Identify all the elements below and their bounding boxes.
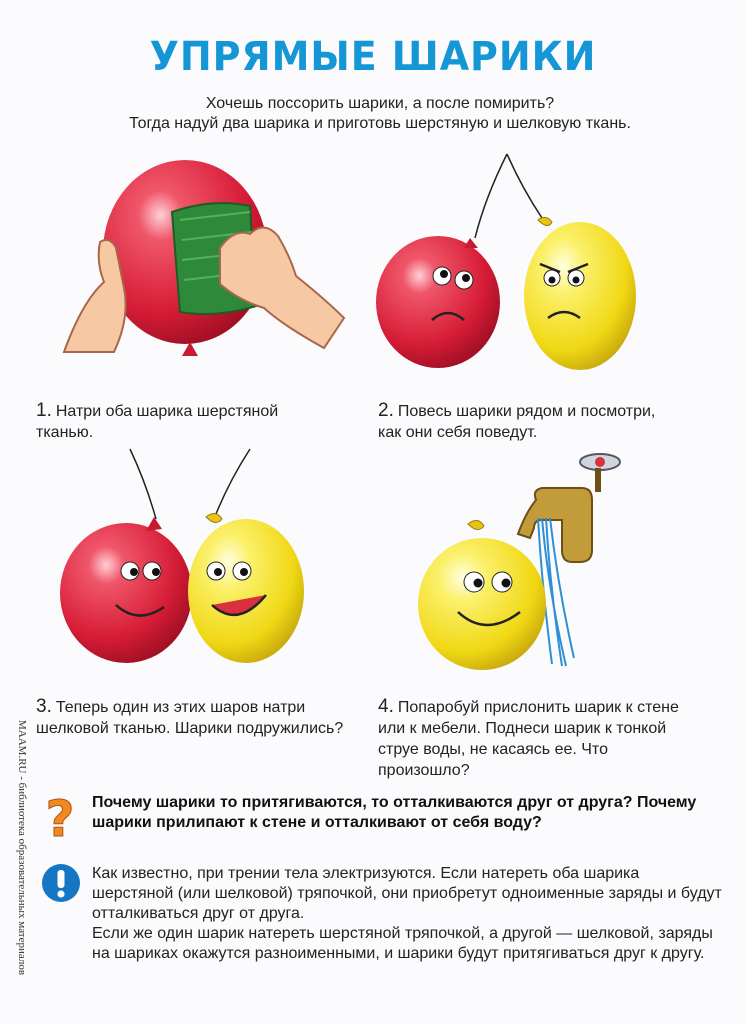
yellow-balloon-angry xyxy=(524,222,636,370)
step-4-description: Попаробуй прислонить шарик к стене или к мебели. Поднеси шарик к тонкой струе воды, не касаясь ее. Что произошло? xyxy=(378,699,679,779)
step-4-text xyxy=(378,696,688,781)
page-title: УПРЯМЫЕ ШАРИКИ xyxy=(149,34,597,80)
answer-paragraph-2: Если же один шарик натереть шерстяной тряпочкой, а другой — шелковой, заряды на шариках окажутся разноименными, и шарики будут притягиваться друг к другу. xyxy=(92,925,713,962)
question-mark-icon xyxy=(40,790,80,844)
string-left xyxy=(475,154,507,238)
step-2-number: 2. xyxy=(378,400,394,421)
intro-text xyxy=(60,94,700,134)
step-1-text xyxy=(36,400,326,443)
illustration-friendly-balloons xyxy=(46,445,336,675)
side-watermark-note: MAAM.RU - библиотека образовательных материалов xyxy=(16,720,28,976)
red-balloon-angry xyxy=(376,236,500,368)
svg-text:?: ? xyxy=(45,790,75,844)
answer-paragraph-1: Как известно, при трении тела электризуются. Если натереть оба шарика шерстяной (или шелковой) тряпочкой, они приобретут одноименные заряды и будут отталкиваться друг от друга. xyxy=(92,865,722,922)
question-text: Почему шарики то притягиваются, то отталкиваются друг от друга? Почему шарики прилипают к стене и отталкивают от себя воду? xyxy=(92,794,697,831)
step-2-text xyxy=(378,400,678,443)
illustration-water-faucet xyxy=(412,448,642,678)
left-hand-icon xyxy=(64,240,126,352)
exclamation-info-icon xyxy=(40,862,82,904)
right-hand-icon xyxy=(220,227,344,348)
yellow-balloon-happy xyxy=(188,519,304,663)
step-3-text xyxy=(36,696,346,739)
step-4-number: 4. xyxy=(378,696,394,717)
step-1-number: 1. xyxy=(36,400,52,421)
step-2-description: Повесь шарики рядом и посмотри, как они себя поведут. xyxy=(378,403,656,441)
red-balloon-happy xyxy=(60,523,192,663)
string-right xyxy=(507,154,542,218)
step-3-number: 3. xyxy=(36,696,52,717)
intro-line-1: Хочешь поссорить шарики, а после помирить? xyxy=(205,95,555,112)
step-1-description: Натри оба шарика шерстяной тканью. xyxy=(36,403,279,441)
illustration-rubbing-balloon xyxy=(60,160,320,385)
balloon-knot xyxy=(182,342,198,356)
answer-text xyxy=(92,864,722,964)
step-3-description: Теперь один из этих шаров натри шелковой тканью. Шарики подружились? xyxy=(36,699,344,737)
illustration-angry-balloons xyxy=(360,150,660,380)
intro-line-2: Тогда надуй два шарика и приготовь шерстяную и шелковую ткань. xyxy=(129,115,631,132)
yellow-balloon-smiling xyxy=(418,538,546,670)
